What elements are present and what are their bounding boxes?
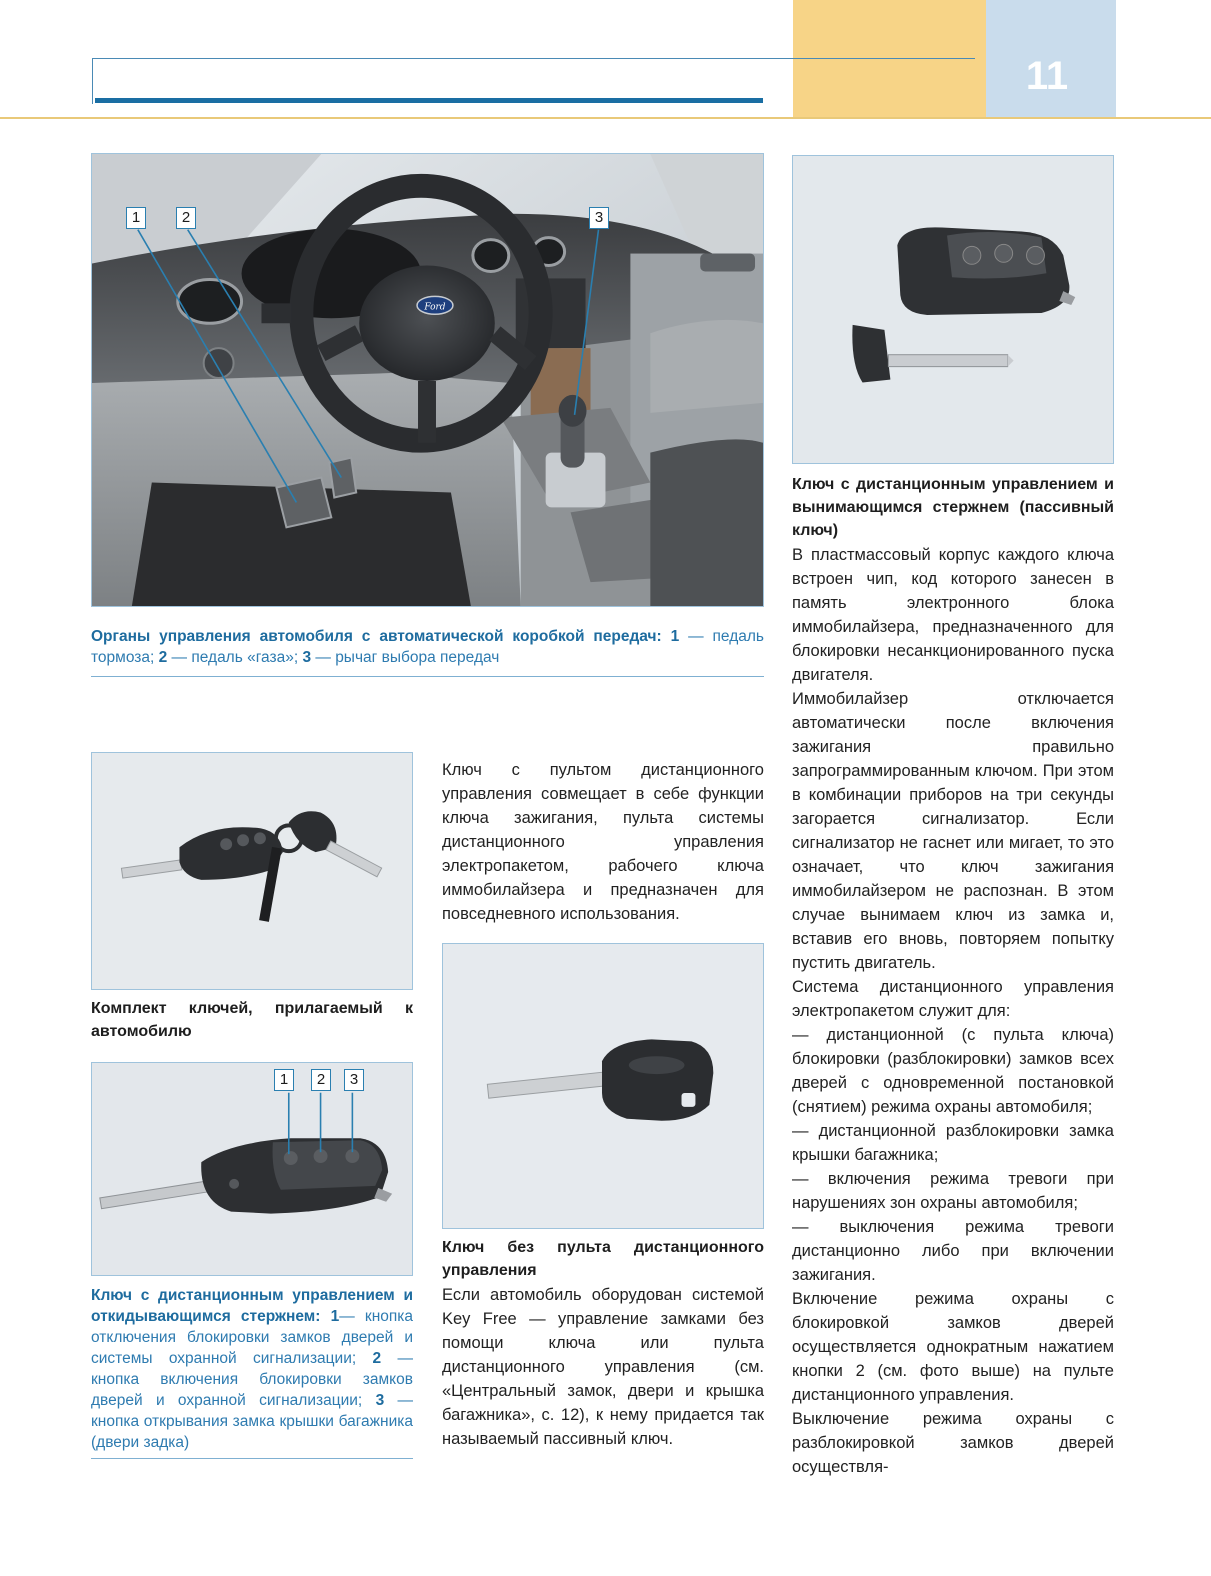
key-set-photo bbox=[91, 752, 413, 990]
plain-key-caption: Ключ без пульта дистанционного управления bbox=[442, 1239, 764, 1279]
header-frame-top bbox=[92, 58, 975, 59]
plain-key-photo bbox=[442, 943, 764, 1229]
caption-text: — кнопка открывания замка крышки багажника (двери задка) bbox=[91, 1392, 414, 1451]
caption-title: Ключ с дистанционным управлением и откидывающимся стержнем: bbox=[91, 1287, 413, 1325]
paragraph: Иммобилайзер отключается автоматически после включения зажигания правильно запрограммированным ключом. При этом в комбинации приборов на три секунды загорается сигнализатор. Если сигнализатор не гаснет или мигает, то это означает, что ключ зажигания иммобилайзером не распознан. В этом случае вынимаем ключ из замка и, вставив его вновь, повторяем попытку пустить двигатель. bbox=[792, 690, 1114, 972]
middle-text-top: Ключ с пультом дистанционного управления совмещает в себе функции ключа зажигания, пульта системы дистанционного управления электропакетом, рабочего ключа иммобилайзера и предназначен для повседневного использования. bbox=[442, 761, 764, 923]
caption-text: — кнопка включения блокировки замков дверей и охранной сигнализации; bbox=[91, 1350, 413, 1409]
passive-key-caption: Ключ с дистанционным управлением и вынимающимся стержнем (пассивный ключ) bbox=[792, 476, 1114, 539]
caption-text: — кнопка отключения блокировки замков дверей и системы охранной сигнализации; bbox=[91, 1308, 414, 1367]
caption-num: 1 bbox=[670, 628, 680, 645]
callout-3: 3 bbox=[589, 207, 609, 229]
caption-num: 1 bbox=[330, 1308, 340, 1325]
list-item: — дистанционной разблокировки замка крышки багажника; bbox=[792, 1122, 1114, 1164]
ford-badge: Ford bbox=[424, 302, 446, 313]
caption-title: Органы управления автомобиля с автоматической коробкой передач: bbox=[91, 628, 662, 645]
flip-key-photo bbox=[91, 1062, 413, 1276]
list-item: — выключения режима тревоги дистанционно либо при включении зажигания. bbox=[792, 1218, 1114, 1284]
list-item: — включения режима тревоги при нарушениях зон охраны автомобиля; bbox=[792, 1170, 1114, 1212]
caption-num: 3 bbox=[375, 1392, 385, 1409]
flip-callout-1: 1 bbox=[274, 1069, 294, 1091]
paragraph: Система дистанционного управления электропакетом служит для: bbox=[792, 978, 1114, 1020]
header-bar bbox=[95, 98, 763, 103]
right-column-text bbox=[792, 543, 1114, 1479]
paragraph: Включение режима охраны с блокировкой замков дверей осуществляется однократным нажатием кнопки 2 (см. фото выше) на пульте дистанционного управления. bbox=[792, 1290, 1114, 1404]
flip-callout-3: 3 bbox=[344, 1069, 364, 1091]
paragraph: Выключение режима охраны с разблокировкой замков дверей осуществля- bbox=[792, 1410, 1114, 1476]
caption-rule bbox=[91, 676, 764, 677]
dashboard-caption bbox=[91, 626, 764, 668]
middle-text-bottom: Если автомобиль оборудован системой Key Free — управление замками без помощи ключа или пульта дистанционного управления (см. «Центральный замок, двери и крышка багажника», с. 12), к нему придается так называемый пассивный ключ. bbox=[442, 1286, 764, 1448]
caption-num: 2 bbox=[372, 1350, 382, 1367]
flip-callout-2: 2 bbox=[311, 1069, 331, 1091]
caption-text: — педаль «газа»; bbox=[167, 649, 303, 666]
flip-key-caption bbox=[91, 1285, 413, 1453]
header-yellow-block bbox=[793, 0, 986, 118]
callout-1: 1 bbox=[126, 207, 146, 229]
paragraph: В пластмассовый корпус каждого ключа встроен чип, код которого занесен в память электронного блока иммобилайзера, предназначенного для блокировки несанкционированного пуска двигателя. bbox=[792, 546, 1114, 684]
list-item: — дистанционной (с пульта ключа) блокировки (разблокировки) замков всех дверей с одновременной постановкой (снятием) режима охраны автомобиля; bbox=[792, 1026, 1114, 1116]
caption-num: 3 bbox=[302, 649, 312, 666]
caption-text: — педаль тормоза; bbox=[91, 628, 764, 666]
header-frame-left bbox=[92, 58, 93, 104]
passive-key-photo bbox=[792, 155, 1114, 464]
flip-caption-rule bbox=[91, 1458, 413, 1459]
header-rule bbox=[0, 117, 1211, 119]
callout-2: 2 bbox=[176, 207, 196, 229]
caption-text: — рычаг выбора передач bbox=[311, 649, 500, 666]
page-number: 11 bbox=[1025, 54, 1069, 98]
caption-num: 2 bbox=[158, 649, 168, 666]
key-set-caption: Комплект ключей, прилагаемый к автомобилю bbox=[91, 1000, 413, 1040]
